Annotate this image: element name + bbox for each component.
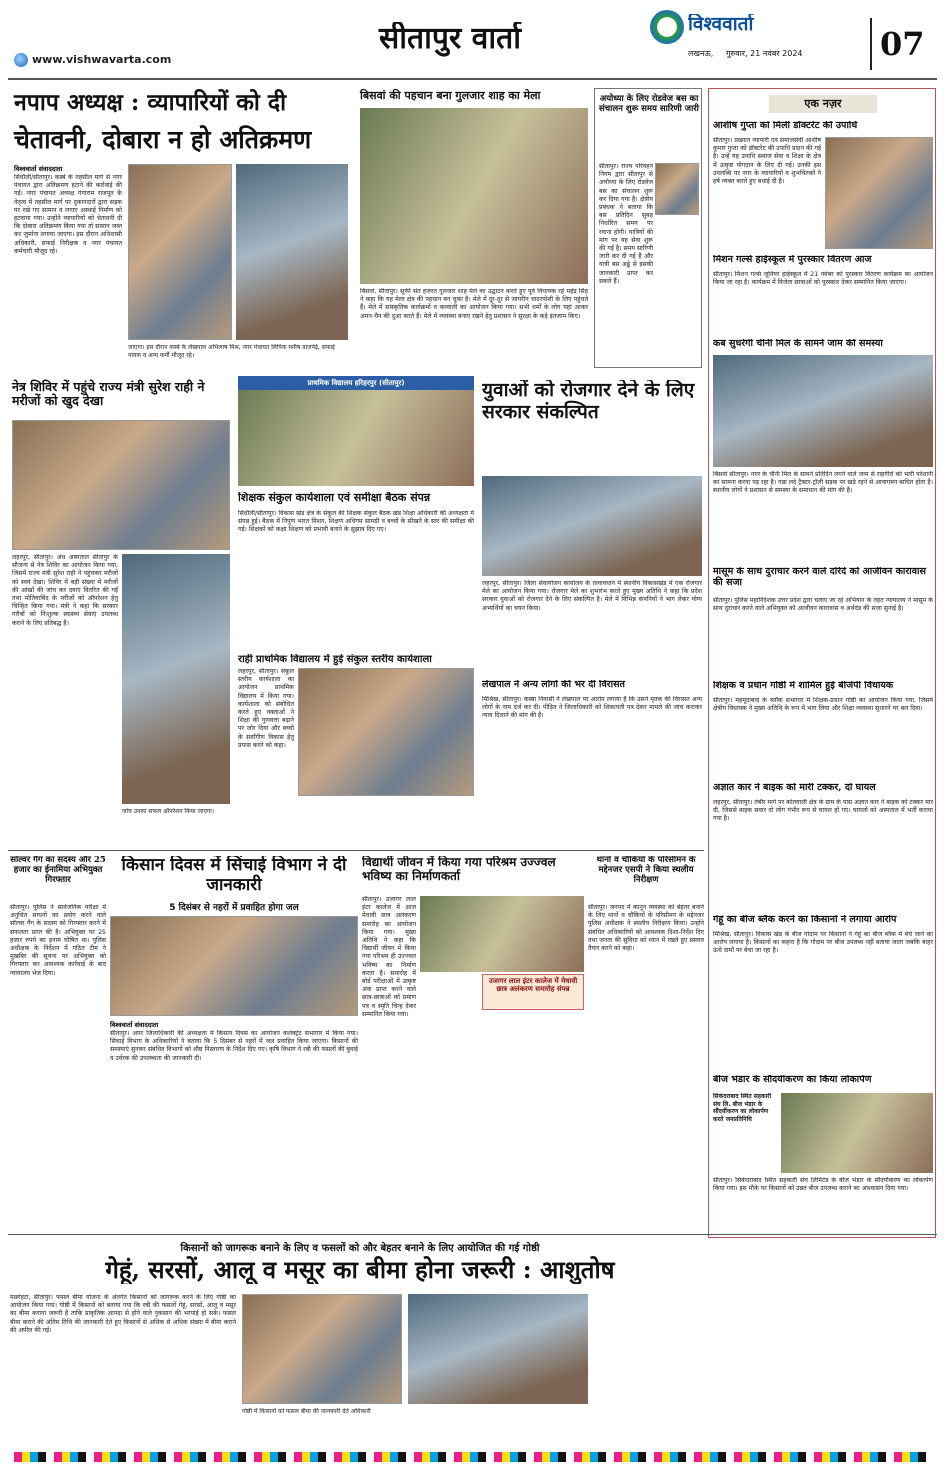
brand-name: विश्ववार्ता: [688, 14, 754, 35]
kisan-divas-headline: किसान दिवस में सिंचाई विभाग ने दी जानकारी: [121, 856, 347, 895]
netra-article: [10, 378, 232, 848]
napap-byline: विश्ववार्ता संवाददाता: [14, 165, 63, 173]
shikshak-photo: [238, 390, 474, 486]
bima-body: मछरेहटा, सीतापुर। फसल बीमा योजना के अंतर्गत किसानों को जागरूक करने के लिए गोष्ठी का आयोजन किया गया। गोष्ठी में किसानों को बताया गया कि रबी की फसलों गेहूं, सरसों, आलू व मसूर का बीमा कराना जरूरी है ताकि प्राकृतिक आपदा से होने वाले नुकसान की भरपाई हो सके। फसल बीमा कराने की अंतिम तिथि की जानकारी देते हुए किसानों से अधिक से अधिक संख्या में बीमा कराने की अपील की गई।: [10, 1294, 236, 1334]
section-title: सीतापुर वार्ता: [379, 22, 521, 56]
ayodhya-article: [594, 88, 702, 368]
yuva-body: लहरपुर, सीतापुर। जिला सेवायोजन कार्यालय के तत्वावधान में स्थानीय विकासखंड में एक रोजगार मेले का आयोजन किया गया। रोजगार मेले का शुभारंभ करते हुए मुख्य अतिथि ने कहा कि प्रदेश सरकार युवाओं को रोजगार देने के लिए संकल्पित है। मेले में विभिन्न कंपनियों ने भाग लेकर योग्य अभ्यर्थियों का चयन किया।: [482, 580, 702, 612]
item3-body: बिसवां सीतापुर। नगर के चीनी मिल के सामने प्रतिदिन लगने वाले जाम से राहगीरों को भारी परेशानी का सामना करना पड़ रहा है। गन्ना लदे ट्रैक्टर-ट्रॉली सड़क पर खड़े रहने से आवागमन बाधित होता है। स्थानीय लोगों ने प्रशासन से समस्या के समाधान की मांग की है।: [713, 471, 933, 495]
bottom-rule: [8, 1234, 937, 1235]
netra-photo-1: [12, 420, 230, 550]
bisvan-photo: [360, 108, 588, 284]
vidyarthi-body: सीतापुर। उजागर लाल इंटर कालेज में आज मेधावी छात्र अलंकरण समारोह का आयोजन किया गया। मुख्य अतिथि ने कहा कि विद्यार्थी जीवन में किया गया परिश्रम ही उज्ज्वल भविष्य का निर्माण करता है। समारोह में बोर्ड परीक्षाओं में उत्कृष्ट अंक प्राप्त करने वाले छात्र-छात्राओं को प्रमाण पत्र व स्मृति चिन्ह देकर सम्मानित किया गया।: [362, 896, 416, 1018]
kisan-divas-byline: विश्ववार्ता संवाददाता: [110, 1021, 159, 1029]
header: [0, 0, 945, 78]
lekhpal-article: [480, 680, 704, 848]
vidyarthi-photo: [420, 896, 584, 972]
yuva-photo: [482, 476, 702, 576]
kisan-divas-subtitle: 5 दिसंबर से नहरों में प्रवाहित होगा जल: [169, 903, 299, 913]
vidyarthi-headline: विद्यार्थी जीवन में किया गया परिश्रम उज्ज्वल भविष्य का निर्माणकर्ता: [362, 856, 556, 883]
page-number: 07: [880, 25, 925, 63]
napap-headline-1: नपाप अध्यक्ष : व्यापारियों को दी: [14, 89, 287, 116]
item8-photo: [781, 1093, 933, 1173]
item8-headline: बीज भंडार के सौंदर्यीकरण का किया लोकार्पण: [713, 1075, 872, 1085]
netra-caption: जांच उनका सफल ऑपरेशन किया जाएगा।: [122, 808, 215, 815]
item4-body: सीतापुर। पुलिस महानिदेशक उत्तर प्रदेश द्वारा चलाए जा रहे अभियान के तहत न्यायालय ने मासूम के साथ दुराचार करने वाले अभियुक्त को आजीवन कारावास व अर्थदंड की सजा सुनाई है।: [713, 597, 933, 613]
ayodhya-body: सीतापुर। राज्य परिवहन निगम द्वारा सीतापुर से अयोध्या के लिए रोडवेज बस का संचालन शुरू कर दिया गया है। क्षेत्रीय प्रबंधक ने बताया कि बस प्रतिदिन सुबह निर्धारित समय पर रवाना होगी। यात्रियों की मांग पर यह सेवा शुरू की गई है। समय सारिणी जारी कर दी गई है और यात्री बस अड्डे से इसकी जानकारी प्राप्त कर सकते हैं।: [599, 163, 653, 285]
bisvan-headline: बिसवां की पहचान बना गुलजार शाह का मेला: [360, 89, 541, 102]
bima-headline: गेहूं, सरसों, आलू व मसूर का बीमा होना जरूरी : आशुतोष: [105, 1256, 615, 1284]
item8-body: सीतापुर। सिकंदराबाद स्थित सहकारी संघ लिमिटेड के बीज भंडार के सौंदर्यीकरण का लोकार्पण किया गया। इस मौके पर किसानों को उन्नत बीज उपलब्ध कराने का आश्वासन दिया गया।: [713, 1177, 933, 1193]
solver-headline: सॉल्वर गैंग का सदस्य और 25 हजार का ईनामिया अभियुक्त गिरफ्तार: [10, 856, 106, 885]
solver-body: सीतापुर। पुलिस ने सार्वजनिक परीक्षा में अनुचित साधनों का प्रयोग करने वाले सॉल्वर गैंग के सदस्य को गिरफ्तार करने में सफलता प्राप्त की है। अभियुक्त पर 25 हजार रुपये का इनाम घोषित था। पुलिस अधीक्षक के निर्देशन में गठित टीम ने मुखबिर की सूचना पर अभियुक्त को गिरफ्तार कर आवश्यक कार्रवाई के बाद न्यायालय भेज दिया।: [10, 904, 106, 977]
vidyarthi-caption-box: [482, 974, 584, 1010]
mid-rule: [8, 850, 704, 851]
napap-caption: जाएगा। इस दौरान कस्बे के लेखपाल अभिलाष मिश्र, नगर पंचायत लिपिक मनीष वाजपेई, सफाई नायक व अन्य कर्मी मौजूद रहे।: [128, 344, 335, 359]
thane-article: [588, 854, 704, 1230]
item5-body: सीतापुर। महमूदाबाद के ब्लॉक सभागार में शिक्षक-प्रधान गोष्ठी का आयोजन किया गया, जिसमें क्षेत्रीय विधायक ने मुख्य अतिथि के रूप में भाग लिया और शिक्षा व्यवस्था सुधारने पर बल दिया।: [713, 697, 933, 713]
napap-headline-2: चेतावनी, दोबारा न हो अतिक्रमण: [14, 125, 312, 154]
ek-nazar-column: [708, 88, 936, 1238]
ayodhya-headline: अयोध्या के लिए रोडवेज बस का संचालन शुरू समय सारिणी जारी: [599, 94, 699, 114]
netra-headline: नेत्र शिविर में पहुंचे राज्य मंत्री सुरेश राही ने मरीजों को खुद देखा: [12, 379, 205, 409]
yuva-article: [480, 376, 704, 676]
item4-headline: मासूम के साथ दुराचार करने वाले दरिंदे को आजीवन कारावास की सजा: [713, 567, 926, 588]
bima-article: [10, 1238, 936, 1444]
item2-body: सीतापुर। मिशन गर्ल्स जूनियर हाईस्कूल में 21 नवंबर को पुरस्कार वितरण कार्यक्रम का आयोजन किया जा रहा है। कार्यक्रम में विजेता छात्राओं को पुरस्कार देकर सम्मानित किया जाएगा।: [713, 271, 933, 287]
item3-photo: [713, 355, 933, 467]
bima-kicker: किसानों को जागरूक बनाने के लिए व फसलों को और बेहतर बनाने के लिए आयोजित की गई गोष्ठी: [180, 1243, 540, 1254]
vidyarthi-caption: उजागर लाल इंटर कालेज में मेधावी छात्र अलंकरण समारोह संपन्न: [488, 976, 578, 994]
kisan-divas-photo: [110, 916, 358, 1016]
rahi-article: [236, 652, 476, 848]
netra-photo-2: [122, 554, 230, 804]
thane-headline: थानों व चौकियों के परिसीमन के मद्देनजर एसपी ने किया स्थलीय निरीक्षण: [596, 856, 696, 885]
item5-headline: शिक्षक व प्रधान गोष्ठी में शामिल हुई बीजेपी विधायक: [713, 681, 894, 691]
item6-body: लहरपुर, सीतापुर। तंबौर मार्ग पर कोतवाली क्षेत्र के ग्राम के पास अज्ञात कार ने बाइक को टक्कर मार दी, जिससे बाइक सवार दो लोग गंभीर रूप से घायल हो गए। घायलों को अस्पताल में भर्ती कराया गया है।: [713, 799, 933, 823]
bisvan-body: बिसवां, सीतापुर। सूफी संत हजरत गुलजार शाह मेले का उद्घाटन करते हुए पूर्व विधायक रहे महेंद्र सिंह ने कहा कि यह मेला क्षेत्र की पहचान बन चुका है। मेले में दूर-दूर से जायरीन चादरपोशी के लिए पहुंचते हैं। मेले में सांस्कृतिक कार्यक्रमों व कव्वाली का आयोजन किया गया। सभी धर्मों के लोग यहां आकर अमन-चैन की दुआ करते हैं। मेले में व्यवस्था बनाए रखने हेतु प्रशासन ने सुरक्षा के कड़े इंतजाम किए।: [360, 288, 588, 320]
item1-headline: आशीष गुप्ता को मिली डॉक्टरेट की उपाधि: [713, 121, 858, 131]
shikshak-body: सिधौली/सीतापुर। विकास खंड क्षेत्र के संकुल की शिक्षक संकुल बैठक खंड शिक्षा अधिकारी की अध्यक्षता में संपन्न हुई। बैठक में निपुण भारत मिशन, शिक्षण अधिगम सामग्री व बच्चों के सीखने के स्तर की समीक्षा की गई। शिक्षकों को कक्षा शिक्षण को प्रभावी बनाने के सुझाव दिए गए।: [238, 510, 474, 534]
item7-headline: गेहूं का बीज ब्लैक करने का किसानों ने लगाया आरोप: [713, 915, 897, 925]
bima-photo-1: [242, 1294, 402, 1404]
kisan-divas-body: सीतापुर। अपर जिलाधिकारी की अध्यक्षता में किसान दिवस का आयोजन कलेक्ट्रेट सभागार में किया गया। सिंचाई विभाग के अधिकारियों ने बताया कि 5 दिसंबर से नहरों में जल प्रवाहित किया जाएगा। किसानों की समस्याएं सुनकर संबंधित विभागों को शीघ्र निस्तारण के निर्देश दिए गए। कृषि विभाग ने रबी की फसलों की बुवाई व उर्वरक की उपलब्धता की जानकारी दी।: [110, 1030, 358, 1062]
header-rule: [8, 78, 937, 80]
ayodhya-photo: [655, 163, 699, 215]
item6-headline: अज्ञात कार ने बाइक को मारी टक्कर, दो घायल: [713, 783, 876, 793]
napap-photo-1: [128, 164, 232, 340]
shikshak-headline: शिक्षक संकुल कार्यशाला एवं समीक्षा बैठक संपन्न: [238, 492, 431, 504]
item1-body: सीतापुर। प्रख्यात व्यापारी एवं समाजसेवी आशीष कुमार गुप्ता को डॉक्टरेट की उपाधि प्रदान की गई है। उन्हें यह उपाधि समाज सेवा व शिक्षा के क्षेत्र में उत्कृष्ट योगदान के लिए दी गई। उनकी इस उपलब्धि पर नगर के व्यापारियों व शुभचिंतकों ने हर्ष व्यक्त करते हुए बधाई दी है।: [713, 137, 821, 186]
header-city: लखनऊ,: [688, 49, 714, 58]
kisan-divas-article: [110, 854, 358, 1230]
item8-caption: सिकंदराबाद स्थित सहकारी संघ लि. बीज भंडार के सौंदर्यीकरण का लोकार्पण करते जनप्रतिनिधि: [713, 1093, 772, 1123]
item7-body: मिश्रिख, सीतापुर। विकास खंड के बीज गोदाम पर किसानों ने गेहूं का बीज ब्लैक में बेचे जाने का आरोप लगाया है। किसानों का कहना है कि गोदाम पर बीज उपलब्ध नहीं बताया जाता जबकि बाहर ऊंचे दामों पर बेचा जा रहा है।: [713, 931, 933, 955]
bima-caption: गोष्ठी में किसानों को फसल बीमा की जानकारी देते अधिकारी: [242, 1408, 371, 1415]
website-url[interactable]: www.vishwavarta.com: [32, 53, 172, 66]
bima-photo-2: [408, 1294, 588, 1404]
globe-icon: [14, 53, 28, 67]
netra-body: लहरपुर, सीतापुर। अंध अस्पताल सीतापुर के सौजन्य से नेत्र शिविर का आयोजन किया गया, जिसमें राज्य मंत्री सुरेश राही ने पहुंचकर मरीजों को स्वयं देखा। शिविर में बड़ी संख्या में मरीजों की आंखों की जांच कर दवाएं वितरित की गईं तथा मोतियाबिंद के मरीजों को ऑपरेशन हेतु चिन्हित किया गया। मंत्री ने कहा कि सरकार गरीबों को निःशुल्क स्वास्थ्य सेवाएं उपलब्ध कराने के लिए प्रतिबद्ध है।: [12, 554, 118, 627]
lekhpal-headline: लेखपाल ने अन्य लोगों की भर दी विरासत: [482, 680, 625, 690]
rahi-body: लहरपुर, सीतापुर। संकुल स्तरीय कार्यशाला का आयोजन प्राथमिक विद्यालय में किया गया। कार्यशाला को संबोधित करते हुए वक्ताओं ने शिक्षा की गुणवत्ता बढ़ाने पर जोर दिया और बच्चों के सर्वांगीण विकास हेतु प्रयास करने को कहा।: [238, 668, 294, 749]
shikshak-banner: प्राथमिक विद्यालय हरिहरपुर (सीतापुर): [238, 376, 474, 390]
item1-photo: [825, 137, 933, 249]
brand-logo-icon: [650, 10, 684, 44]
napap-photo-2: [236, 164, 348, 340]
vidyarthi-article: [362, 854, 584, 1230]
ek-nazar-label: एक नज़र: [769, 95, 877, 113]
page-number-box: [870, 18, 928, 70]
solver-article: [10, 854, 106, 1230]
header-date: गुरुवार, 21 नवंबर 2024: [726, 49, 803, 58]
rahi-headline: राही प्राथमिक विद्यालय में हुई संकुल स्तरीय कार्यशाला: [238, 654, 432, 665]
item3-headline: कब सुधरेगी चीनी मिल के सामने जाम की समस्या: [713, 339, 883, 349]
lekhpal-body: मिश्रिख, सीतापुर। कस्बा निवासी ने लेखपाल पर आरोप लगाया है कि उसने मृतक की विरासत अन्य लोगों के नाम दर्ज कर दी। पीड़ित ने जिलाधिकारी को शिकायती पत्र देकर मामले की जांच कराकर न्याय दिलाने की मांग की है।: [482, 696, 702, 720]
napap-article: [10, 84, 350, 374]
bisvan-article: [358, 84, 590, 368]
napap-body: सिधौली/सीतापुर। कस्बे के तहसील मार्ग से नगर पंचायत द्वारा अतिक्रमण हटाने की कार्रवाई की गई। नगर पंचायत अध्यक्ष गंगाराम राजपूत के नेतृत्व में तहसील मार्ग पर दुकानदारों द्वारा सड़क पर रखे गए सामान व लगाए अस्थाई निर्माण को हटवाया गया। उन्होंने व्यापारियों को चेतावनी दी कि दोबारा अतिक्रमण किया गया तो सामान जब्त कर जुर्माना लगाया जाएगा। इस दौरान अधिशासी अधिकारी, सफाई निरीक्षक व नगर पंचायत कर्मचारी मौजूद रहे।: [14, 174, 122, 255]
item2-headline: मिशन गर्ल्स हाईस्कूल में पुरस्कार वितरण आज: [713, 255, 872, 265]
rahi-photo: [298, 668, 474, 796]
print-color-bars: [14, 1452, 931, 1462]
yuva-headline: युवाओं को रोजगार देने के लिए सरकार संकल्पित: [482, 380, 695, 423]
shikshak-article: [236, 376, 476, 648]
thane-body: सीतापुर। जनपद में कानून व्यवस्था को बेहतर बनाने के लिए थानों व चौकियों के परिसीमन के मद्देनजर पुलिस अधीक्षक ने स्थलीय निरीक्षण किया। उन्होंने संबंधित अधिकारियों को आवश्यक दिशा-निर्देश दिए तथा जनता की सुविधा को ध्यान में रखते हुए प्रस्ताव तैयार करने को कहा।: [588, 904, 704, 953]
